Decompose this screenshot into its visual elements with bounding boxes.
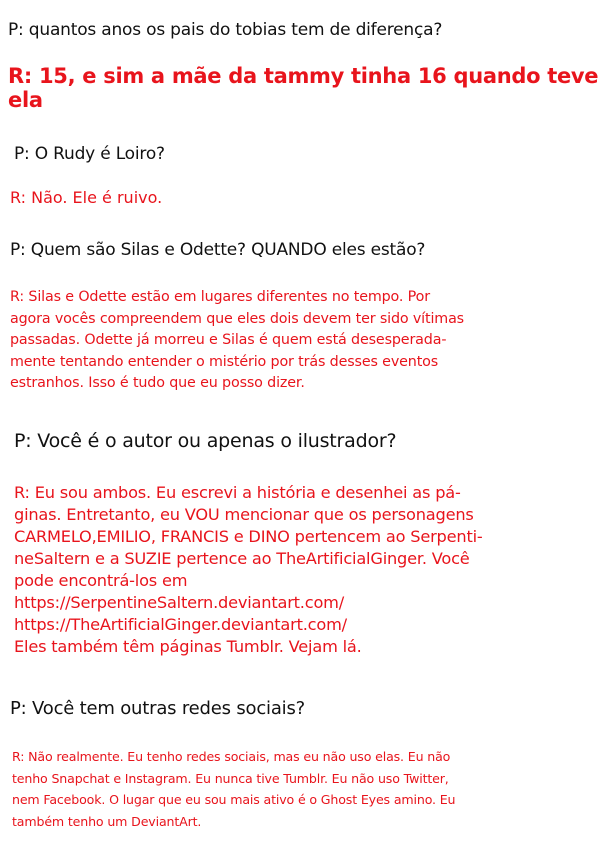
answer-5-line: tenho Snapchat e Instagram. Eu nunca tive Tumblr. Eu não uso Twitter, bbox=[12, 770, 449, 786]
question-3: P: Quem são Silas e Odette? QUANDO eles estão? bbox=[10, 240, 426, 260]
answer-5-line: R: Não realmente. Eu tenho redes sociais, mas eu não uso elas. Eu não bbox=[12, 749, 451, 764]
answer-3-line: estranhos. Isso é tudo que eu posso dizer. bbox=[10, 375, 305, 391]
deviantart-url-serpentinesaltern: https://SerpentineSaltern.deviantart.com/ bbox=[14, 593, 344, 612]
answer-3-line: R: Silas e Odette estão em lugares diferentes no tempo. Por bbox=[10, 289, 430, 305]
answer-4-line: Eles também têm páginas Tumblr. Vejam lá. bbox=[14, 637, 362, 656]
answer-1 bbox=[8, 64, 598, 112]
answer-4-line: ginas. Entretanto, eu VOU mencionar que os personagens bbox=[14, 505, 474, 524]
answer-4-line: CARMELO,EMILIO, FRANCIS e DINO pertencem ao Serpenti- bbox=[14, 527, 483, 546]
question-5: P: Você tem outras redes sociais? bbox=[10, 698, 305, 719]
answer-4-line: R: Eu sou ambos. Eu escrevi a história e desenhei as pá- bbox=[14, 483, 461, 502]
answer-3-line: passadas. Odette já morreu e Silas é quem está desesperada- bbox=[10, 332, 447, 348]
answer-1-line: ela bbox=[8, 88, 43, 112]
answer-1-line: R: 15, e sim a mãe da tammy tinha 16 quando teve bbox=[8, 64, 599, 88]
answer-2 bbox=[10, 188, 162, 208]
question-2: P: O Rudy é Loiro? bbox=[14, 144, 165, 164]
question-1: P: quantos anos os pais do tobias tem de diferença? bbox=[8, 20, 443, 40]
answer-5-line: também tenho um DeviantArt. bbox=[12, 813, 202, 829]
question-4: P: Você é o autor ou apenas o ilustrador? bbox=[14, 430, 397, 452]
answer-5 bbox=[12, 746, 455, 832]
answer-4 bbox=[14, 482, 483, 658]
answer-3 bbox=[10, 287, 464, 395]
answer-4-line: neSaltern e a SUZIE pertence ao TheArtificialGinger. Você bbox=[14, 549, 470, 568]
answer-4-line: pode encontrá-los em bbox=[14, 571, 188, 590]
answer-3-line: agora vocês compreendem que eles dois devem ter sido vítimas bbox=[10, 310, 464, 327]
deviantart-url-theartificialginger: https://TheArtificialGinger.deviantart.com/ bbox=[14, 615, 347, 634]
answer-3-line: mente tentando entender o mistério por trás desses eventos bbox=[10, 353, 439, 370]
answer-2-line: R: Não. Ele é ruivo. bbox=[10, 188, 163, 207]
answer-5-line: nem Facebook. O lugar que eu sou mais ativo é o Ghost Eyes amino. Eu bbox=[12, 792, 456, 807]
